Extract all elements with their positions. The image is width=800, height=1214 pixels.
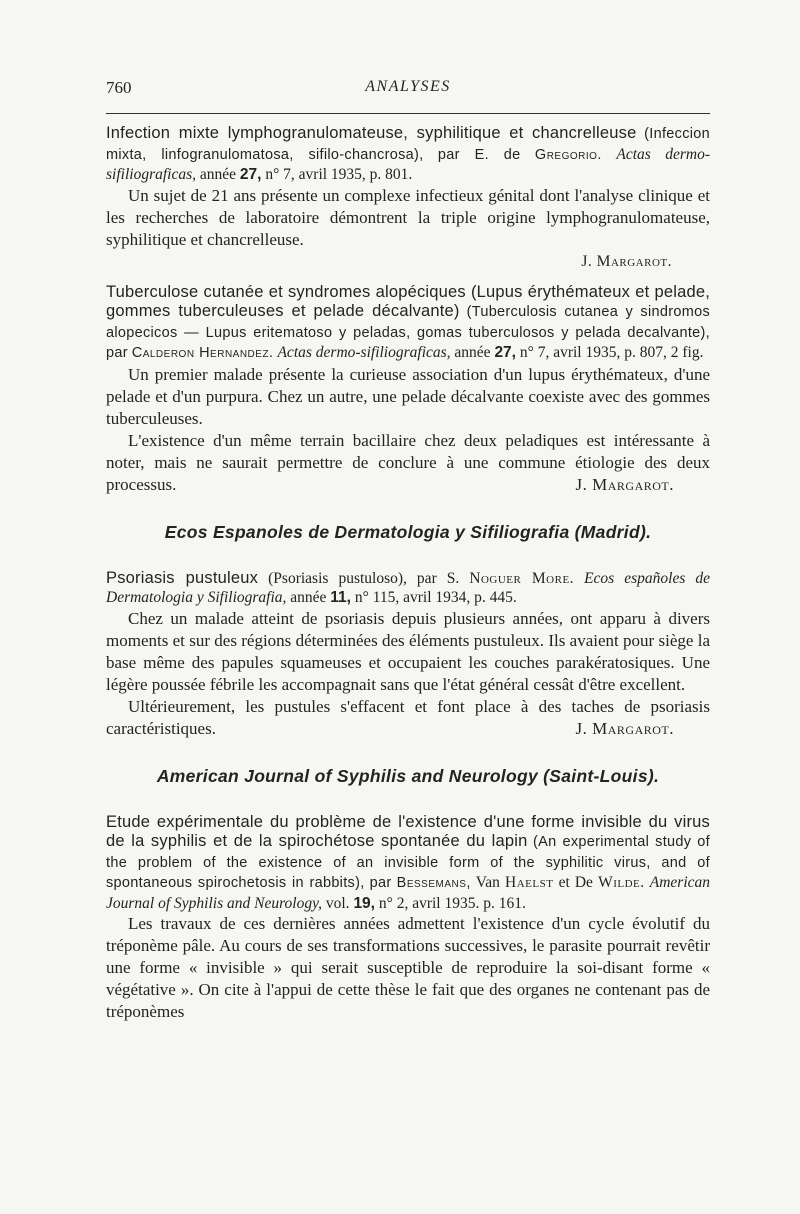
- entry-body: Un sujet de 21 ans présente un complexe infectieux génital dont l'analyse clinique et les recherches de laboratoire démontrent la triple origine lymphogranulomateuse, syphilitique et chancrelleuse.: [106, 185, 710, 249]
- journal-name: Actas dermo-sifiliograficas,: [277, 344, 451, 361]
- abstract-entry: [106, 283, 710, 496]
- journal-name: American Journal of Syphilis and Neurology,: [106, 874, 711, 912]
- entry-title: Infection mixte lymphogranulomateuse, syphilitique et chancrelleuse: [106, 124, 637, 142]
- signature-text: J. Margarot.: [581, 252, 672, 270]
- page-number: 760: [106, 78, 132, 97]
- entry-body: [106, 430, 710, 496]
- entry-title: Psoriasis pustuleux: [106, 568, 259, 587]
- ref-par: par E. de: [437, 146, 521, 163]
- author-name: Calderon Hernandez.: [131, 345, 274, 361]
- issue-info: n° 7, avril 1935, p. 807, 2 fig.: [519, 344, 704, 361]
- author-name: Wilde.: [598, 874, 645, 891]
- entry-original-title: (An experimental study of the problem of the existence of an invisible form of the syphilitic virus, and of spontaneous spirochetosis in rabbits),: [106, 834, 711, 891]
- journal-section-heading: Ecos Espanoles de Dermatologia y Sifiliografia (Madrid).: [164, 521, 652, 542]
- entry-reference: [106, 124, 710, 185]
- abstract-entry: [106, 569, 710, 740]
- entry-original-title: (Psoriasis pustuloso), par S.: [268, 569, 460, 587]
- signature: [106, 251, 710, 273]
- header-rule: [106, 113, 710, 114]
- author-name: Gregorio.: [534, 146, 602, 163]
- issue-info: n° 7, avril 1935, p. 801.: [265, 166, 413, 183]
- author-name: Noguer More.: [469, 569, 575, 587]
- entry-body: Un premier malade présente la curieuse association d'un lupus érythémateux, d'une pelade et d'un purpura. Chez un autre, une pelade décalvante coexiste avec des gommes tuberculeuses.: [106, 364, 710, 428]
- vol-label: vol.: [325, 894, 350, 912]
- author-name: Bessemans,: [396, 875, 471, 891]
- entry-reference: [106, 569, 710, 608]
- ref-et: et De: [558, 874, 593, 891]
- entry-reference: [106, 813, 710, 914]
- entry-reference: [106, 283, 710, 364]
- signature: J. Margarot.: [575, 718, 674, 738]
- journal-section-heading: American Journal of Syphilis and Neurology (Saint-Louis).: [156, 765, 660, 786]
- ref-par: par: [106, 345, 128, 361]
- abstract-entry: [106, 813, 710, 1024]
- entry-body-text: Ultérieurement, les pustules s'effacent et font place à des taches de psoriasis caractéristiques.: [106, 696, 710, 738]
- page-content: [106, 124, 710, 1023]
- entry-title: Tuberculose cutanée et syndromes alopéciques (Lupus érythémateux et pelade, gommes tuberculeuses et pelade décalvante): [106, 282, 710, 320]
- volume-number: 19,: [353, 894, 375, 912]
- running-head: ANALYSES: [365, 78, 451, 95]
- issue-info: n° 2, avril 1935. p. 161.: [378, 894, 526, 912]
- journal-name: Actas dermo-sifiliograficas,: [106, 145, 711, 183]
- year-label: année: [454, 344, 491, 361]
- volume-number: 27,: [239, 166, 262, 183]
- issue-info: n° 115, avril 1934, p. 445.: [354, 589, 517, 606]
- volume-number: 11,: [330, 589, 351, 606]
- page-header: [106, 78, 710, 104]
- entry-body-text: L'existence d'un même terrain bacillaire chez deux peladiques est intéressante à noter, mais ne saurait permettre de conclure à une commune étiologie des deux processus.: [106, 430, 710, 494]
- entry-body: Les travaux de ces dernières années admettent l'existence d'un cycle évolutif du tréponème pâle. Au cours de ses transformations successives, le parasite pourrait revêtir une forme « invisible » qui serait susceptible de reproduire la soi-disant forme « végétative ». On cite à l'appui de cette thèse le fait que des organes ne contenant pas de tréponèmes: [106, 914, 710, 1021]
- year-label: année: [290, 589, 327, 606]
- entry-body: [106, 696, 710, 740]
- journal-name: Ecos españoles de Dermatologia y Sifiliografia,: [106, 569, 711, 606]
- ref-van: Van: [475, 874, 500, 891]
- entry-body: Chez un malade atteint de psoriasis depuis plusieurs années, ont apparu à divers moments et sur des régions déterminées des éléments pustuleux. Ils avaient pour siège la base même des papules squameuses et occupaient les couches parakératosiques. Une légère poussée fébrile les accompagnait sans que l'état général cessât d'être excellent.: [106, 608, 710, 694]
- year-label: année: [199, 166, 237, 183]
- author-name: Haelst: [505, 874, 554, 891]
- entry-original-title: (Infeccion mixta, linfogranulomatosa, sifilo-chancrosa),: [106, 126, 711, 163]
- volume-number: 27,: [494, 344, 516, 361]
- entry-title: Etude expérimentale du problème de l'existence d'une forme invisible du virus de la syphilis et de la spirochétose spontanée du lapin: [106, 812, 710, 850]
- abstract-entry: [106, 124, 710, 273]
- ref-par: par: [369, 875, 392, 891]
- entry-original-title: (Tuberculosis cutanea y sindromos alopecicos — Lupus eritematoso y peladas, gomas tuberculosos y pelada decalvante),: [106, 304, 710, 341]
- signature: J. Margarot.: [575, 474, 674, 494]
